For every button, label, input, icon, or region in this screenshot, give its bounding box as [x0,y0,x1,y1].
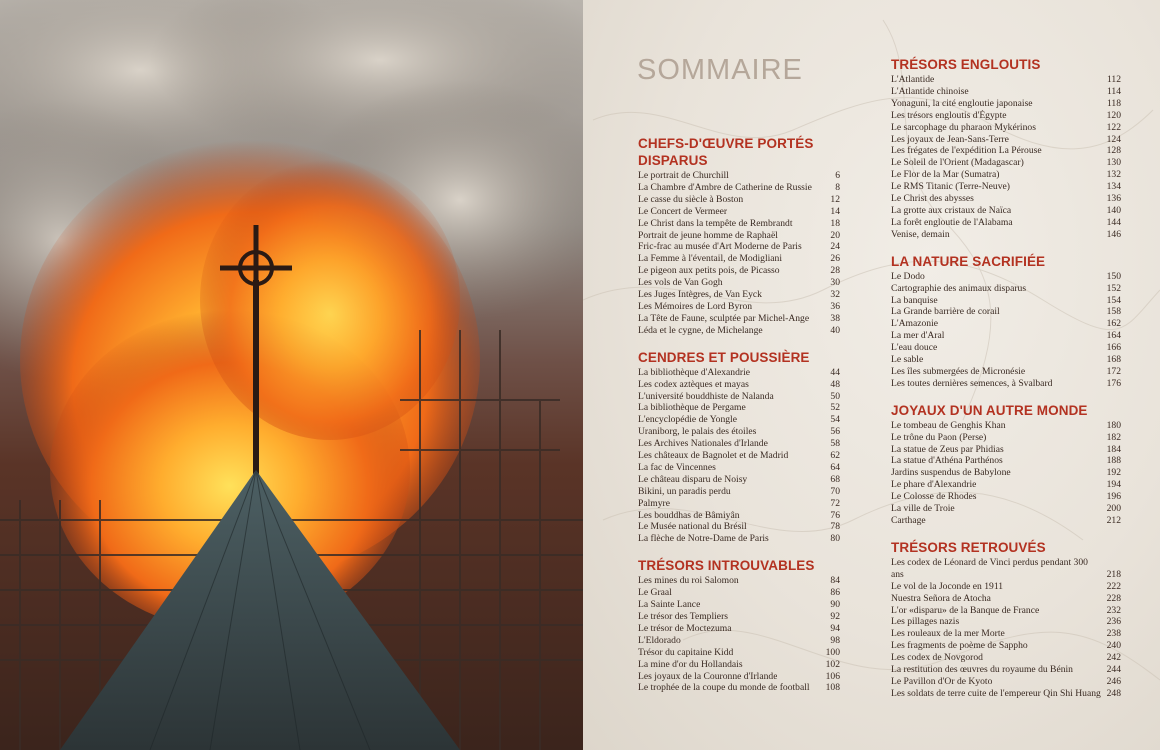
toc-entry[interactable] [891,605,1121,617]
entry-page-number: 120 [1106,109,1121,121]
entry-page-number: 64 [830,461,840,473]
toc-entry[interactable] [638,218,840,230]
toc-entry[interactable] [638,379,840,391]
entry-page-number: 26 [830,253,840,265]
toc-entry[interactable] [638,206,840,218]
toc-entry[interactable] [891,366,1121,378]
entry-page-number: 124 [1106,133,1121,145]
toc-entry[interactable] [638,289,840,301]
entry-page-number: 194 [1106,479,1121,491]
entry-title: Les joyaux de Jean-Sans-Terre [891,133,1009,145]
entry-title: Le Colosse de Rhodes [891,491,977,503]
toc-entry[interactable] [638,462,840,474]
entry-page-number: 12 [830,193,840,205]
entry-title: Trésor du capitaine Kidd [638,646,734,658]
entry-title: Le Christ des abysses [891,193,974,205]
entry-page-number: 182 [1106,431,1121,443]
entry-title: Le trophée de la coupe du monde de football [638,682,810,694]
entry-title: Uraniborg, le palais des étoiles [638,426,757,438]
toc-entry[interactable] [891,157,1121,169]
toc-entry[interactable] [638,587,840,599]
section-title: JOYAUX D'UN AUTRE MONDE [891,402,1088,418]
entry-page-number: 102 [825,658,840,670]
entry-title: Les fragments de poème de Sappho [891,640,1028,652]
toc-section [638,135,840,337]
entry-page-number: 212 [1106,515,1121,526]
entry-title: L'Eldorado [638,634,681,646]
entry-title: Nuestra Señora de Atocha [891,592,991,604]
entry-title: Le Flor de la Mar (Sumatra) [891,169,1000,181]
toc-entry[interactable] [891,467,1121,479]
toc-entry[interactable] [891,181,1121,193]
entry-title: La forêt engloutie de l'Alabama [891,216,1013,228]
toc-entry[interactable] [891,491,1121,503]
entry-page-number: 44 [830,366,840,378]
entry-title: Bikini, un paradis perdu [638,485,731,497]
entry-page-number: 122 [1106,121,1121,133]
entry-title: La flèche de Notre-Dame de Paris [638,533,769,545]
entry-title: Les Juges Intègres, de Van Eyck [638,289,762,301]
entry-title: Le Graal [638,587,672,599]
toc-entry[interactable] [638,367,840,379]
toc-entry[interactable] [638,623,840,635]
toc-entry[interactable] [638,510,840,522]
section-title: TRÉSORS INTROUVABLES [638,558,815,574]
entry-title: La Chambre d'Ambre de Catherine de Russie [638,181,812,193]
entry-title: Le Soleil de l'Orient (Madagascar) [891,157,1024,169]
entry-page-number: 84 [830,575,840,587]
entry-page-number: 72 [830,497,840,509]
toc-entry[interactable] [891,688,1121,700]
toc-entry[interactable] [638,313,840,325]
entry-page-number: 76 [830,509,840,521]
toc-entry[interactable] [891,354,1121,366]
toc-entry[interactable] [891,169,1121,181]
entry-page-number: 94 [830,622,840,634]
entry-title: Les Mémoires de Lord Byron [638,300,753,312]
entry-page-number: 238 [1106,628,1121,640]
entry-page-number: 180 [1106,419,1121,431]
entry-title: Les îles submergées de Micronésie [891,365,1026,377]
entry-title: Le sarcophage du pharaon Mykérinos [891,121,1036,133]
entry-page-number: 166 [1106,342,1121,354]
toc-column-left [638,135,840,706]
toc-entry[interactable] [891,378,1121,390]
toc-entry[interactable] [891,86,1121,98]
toc-entry[interactable] [891,628,1121,640]
toc-entry[interactable] [638,498,840,510]
entry-title: La ville de Troie [891,503,955,515]
toc-entry[interactable] [638,194,840,206]
entry-title: Les soldats de terre cuite de l'empereur Qin Shi Huang [891,687,1101,699]
entry-page-number: 248 [1106,687,1121,699]
entry-title: L'encyclopédie de Yongle [638,414,737,426]
entry-title: L'Amazonie [891,318,939,330]
entry-title: L'or «disparu» de la Banque de France [891,604,1040,616]
entry-title: Carthage [891,515,926,526]
entry-page-number: 134 [1106,181,1121,193]
toc-entry[interactable] [638,265,840,277]
toc-entry[interactable] [638,474,840,486]
entry-page-number: 218 [1106,568,1121,580]
entry-page-number: 176 [1106,377,1121,389]
toc-section [891,56,1121,241]
entry-title: Les pillages nazis [891,616,960,628]
toc-entry[interactable] [891,616,1121,628]
entry-page-number: 146 [1106,228,1121,240]
toc-entry[interactable] [891,342,1121,354]
toc-entry[interactable] [891,581,1121,593]
entry-title: Le Dodo [891,270,925,282]
entry-page-number: 232 [1106,604,1121,616]
entry-title: Jardins suspendus de Babylone [891,467,1011,479]
entry-page-number: 48 [830,378,840,390]
entry-title: Les codex aztèques et mayas [638,378,749,390]
entry-title: Les trésors engloutis d'Égypte [891,109,1007,121]
toc-entry[interactable] [891,330,1121,342]
toc-entry[interactable] [638,575,840,587]
entry-title: Le trésor de Moctezuma [638,622,732,634]
entry-page-number: 140 [1106,204,1121,216]
entry-title: L'eau douce [891,342,938,354]
entry-page-number: 86 [830,587,840,599]
entry-title: La Tête de Faune, sculptée par Michel-Ange [638,312,810,324]
toc-section [891,539,1121,700]
toc-entry[interactable] [638,230,840,242]
entry-title: Le Pavillon d'Or de Kyoto [891,675,993,687]
entry-page-number: 112 [1106,74,1121,85]
toc-section [638,349,840,546]
entry-page-number: 188 [1106,455,1121,467]
entry-title: L'université bouddhiste de Nalanda [638,390,774,402]
entry-title: Les rouleaux de la mer Morte [891,628,1005,640]
toc-entry[interactable] [891,557,1121,581]
entry-title: Le phare d'Alexandrie [891,479,977,491]
entry-title: Le vol de la Joconde en 1911 [891,580,1004,592]
toc-entry[interactable] [891,444,1121,456]
toc-entry[interactable] [891,676,1121,688]
section-title: CHEFS-D'ŒUVRE PORTÉS DISPARUS [638,136,814,168]
entry-page-number: 6 [835,170,840,181]
toc-entry[interactable] [638,301,840,313]
entry-page-number: 18 [830,217,840,229]
entry-title: La Grande barrière de corail [891,306,1000,318]
toc-entry[interactable] [891,271,1121,283]
toc-entry[interactable] [891,420,1121,432]
entry-page-number: 152 [1106,282,1121,294]
entry-title: La fac de Vincennes [638,461,716,473]
page-title: SOMMAIRE [637,54,803,86]
toc-entry[interactable] [638,659,840,671]
entry-title: Venise, demain [891,228,950,240]
toc-entry[interactable] [638,533,840,545]
entry-page-number: 222 [1106,580,1121,592]
entry-title: Fric-frac au musée d'Art Moderne de Paris [638,241,802,253]
entry-page-number: 130 [1106,157,1121,169]
entry-page-number: 168 [1106,354,1121,366]
entry-page-number: 40 [830,324,840,336]
toc-entry[interactable] [638,170,840,182]
entry-title: Cartographie des animaux disparus [891,282,1027,294]
entry-page-number: 114 [1106,85,1121,97]
entry-title: La banquise [891,294,938,306]
section-title: LA NATURE SACRIFIÉE [891,253,1046,269]
toc-entry[interactable] [638,253,840,265]
toc-entry[interactable] [891,318,1121,330]
toc-entry[interactable] [891,122,1121,134]
entry-page-number: 246 [1106,675,1121,687]
entry-page-number: 50 [830,390,840,402]
toc-entry[interactable] [891,664,1121,676]
entry-title: Le château disparu de Noisy [638,473,748,485]
entry-title: Les joyaux de la Couronne d'Irlande [638,670,778,682]
contents-page [583,0,1160,750]
entry-title: La grotte aux cristaux de Naïca [891,204,1012,216]
toc-entry[interactable] [638,682,840,694]
toc-entry[interactable] [891,306,1121,318]
toc-entry[interactable] [891,652,1121,664]
entry-page-number: 14 [830,205,840,217]
entry-page-number: 92 [830,611,840,622]
toc-entry[interactable] [891,455,1121,467]
entry-page-number: 8 [835,181,840,193]
entry-title: Le Christ dans la tempête de Rembrandt [638,217,793,229]
entry-page-number: 144 [1106,216,1121,228]
entry-title: L'Atlantide [891,74,935,85]
entry-page-number: 200 [1106,503,1121,515]
entry-title: Les codex de Léonard de Vinci perdus pendant 300 ans [891,556,1088,580]
toc-entry[interactable] [891,593,1121,605]
toc-entry[interactable] [638,414,840,426]
entry-page-number: 132 [1106,169,1121,181]
entry-page-number: 24 [830,241,840,253]
entry-title: L'Atlantide chinoise [891,85,969,97]
entry-page-number: 32 [830,289,840,301]
entry-page-number: 52 [830,402,840,414]
toc-entry[interactable] [891,98,1121,110]
entry-title: Portrait de jeune homme de Raphaël [638,229,778,241]
section-title: CENDRES ET POUSSIÈRE [638,349,810,365]
toc-entry[interactable] [891,134,1121,146]
entry-page-number: 118 [1106,97,1121,109]
toc-entry[interactable] [638,182,840,194]
entry-page-number: 36 [830,300,840,312]
entry-page-number: 184 [1106,443,1121,455]
entry-page-number: 192 [1106,467,1121,479]
entry-title: Le tombeau de Genghis Khan [891,419,1006,431]
entry-title: Yonaguni, la cité engloutie japonaise [891,97,1033,109]
entry-page-number: 108 [825,682,840,694]
entry-title: Le casse du siècle à Boston [638,193,744,205]
entry-title: La Femme à l'éventail, de Modigliani [638,253,782,265]
entry-page-number: 164 [1106,330,1121,342]
entry-title: Le portrait de Churchill [638,170,729,181]
entry-page-number: 70 [830,485,840,497]
toc-entry[interactable] [638,647,840,659]
entry-page-number: 172 [1106,365,1121,377]
toc-entry[interactable] [638,325,840,337]
toc-entry[interactable] [638,611,840,623]
entry-title: Le Musée national du Brésil [638,521,747,533]
toc-entry[interactable] [891,640,1121,652]
toc-entry[interactable] [638,521,840,533]
toc-entry[interactable] [638,426,840,438]
entry-page-number: 228 [1106,592,1121,604]
toc-entry[interactable] [891,145,1121,157]
entry-page-number: 62 [830,450,840,462]
entry-title: La statue de Zeus par Phidias [891,443,1004,455]
entry-title: Les Archives Nationales d'Irlande [638,438,768,450]
entry-page-number: 98 [830,634,840,646]
entry-title: Le trône du Paon (Perse) [891,431,987,443]
entry-page-number: 236 [1106,616,1121,628]
toc-entry[interactable] [638,402,840,414]
toc-entry[interactable] [638,391,840,403]
entry-page-number: 136 [1106,193,1121,205]
entry-page-number: 242 [1106,652,1121,664]
entry-page-number: 100 [825,646,840,658]
entry-page-number: 158 [1106,306,1121,318]
entry-title: Le Concert de Vermeer [638,205,728,217]
toc-entry[interactable] [638,450,840,462]
entry-title: Les codex de Novgorod [891,652,983,664]
toc-entry[interactable] [891,479,1121,491]
toc-entry[interactable] [891,229,1121,241]
entry-title: Léda et le cygne, de Michelange [638,324,763,336]
toc-entry[interactable] [638,599,840,611]
entry-title: La statue d'Athéna Parthénos [891,455,1003,467]
entry-title: La Sainte Lance [638,599,701,611]
entry-page-number: 128 [1106,145,1121,157]
entry-page-number: 80 [830,533,840,545]
entry-page-number: 90 [830,599,840,611]
entry-page-number: 38 [830,312,840,324]
toc-entry[interactable] [891,193,1121,205]
toc-entry[interactable] [638,241,840,253]
toc-entry[interactable] [638,635,840,647]
entry-page-number: 56 [830,426,840,438]
entry-title: Le pigeon aux petits pois, de Picasso [638,265,780,277]
entry-page-number: 78 [830,521,840,533]
toc-entry[interactable] [891,283,1121,295]
toc-entry[interactable] [891,295,1121,307]
section-title: TRÉSORS ENGLOUTIS [891,57,1041,72]
toc-entry[interactable] [891,110,1121,122]
toc-section [638,557,840,694]
entry-title: Les frégates de l'expédition La Pérouse [891,145,1042,157]
entry-page-number: 30 [830,277,840,289]
toc-entry[interactable] [891,432,1121,444]
entry-title: Le RMS Titanic (Terre-Neuve) [891,181,1010,193]
toc-entry[interactable] [638,486,840,498]
toc-column-right [891,56,1121,712]
toc-entry[interactable] [891,503,1121,515]
entry-page-number: 196 [1106,491,1121,503]
toc-section [891,253,1121,390]
toc-entry[interactable] [638,438,840,450]
entry-title: Les bouddhas de Bâmiyân [638,509,740,521]
section-title: TRÉSORS RETROUVÉS [891,539,1046,555]
toc-entry[interactable] [638,671,840,683]
toc-entry[interactable] [638,277,840,289]
entry-page-number: 58 [830,438,840,450]
entry-title: La restitution des œuvres du royaume du Bénin [891,664,1073,676]
entry-title: La mine d'or du Hollandais [638,658,743,670]
toc-entry[interactable] [891,205,1121,217]
entry-title: La bibliothèque d'Alexandrie [638,366,751,378]
entry-page-number: 162 [1106,318,1121,330]
toc-section [891,402,1121,527]
entry-title: La mer d'Aral [891,330,945,342]
entry-title: Les mines du roi Salomon [638,575,739,587]
toc-entry[interactable] [891,515,1121,527]
entry-page-number: 240 [1106,640,1121,652]
entry-page-number: 68 [830,473,840,485]
entry-page-number: 28 [830,265,840,277]
entry-title: Les vols de Van Gogh [638,277,723,289]
entry-page-number: 154 [1106,294,1121,306]
entry-page-number: 20 [830,229,840,241]
toc-entry[interactable] [891,74,1121,86]
entry-page-number: 54 [830,414,840,426]
entry-page-number: 106 [825,670,840,682]
entry-title: Le sable [891,354,924,366]
entry-title: Le trésor des Templiers [638,611,728,622]
entry-title: Les châteaux de Bagnolet et de Madrid [638,450,789,462]
entry-page-number: 150 [1106,270,1121,282]
entry-title: Les toutes dernières semences, à Svalbard [891,377,1053,389]
toc-entry[interactable] [891,217,1121,229]
entry-title: La bibliothèque de Pergame [638,402,746,414]
entry-page-number: 244 [1106,664,1121,676]
entry-title: Palmyre [638,497,670,509]
